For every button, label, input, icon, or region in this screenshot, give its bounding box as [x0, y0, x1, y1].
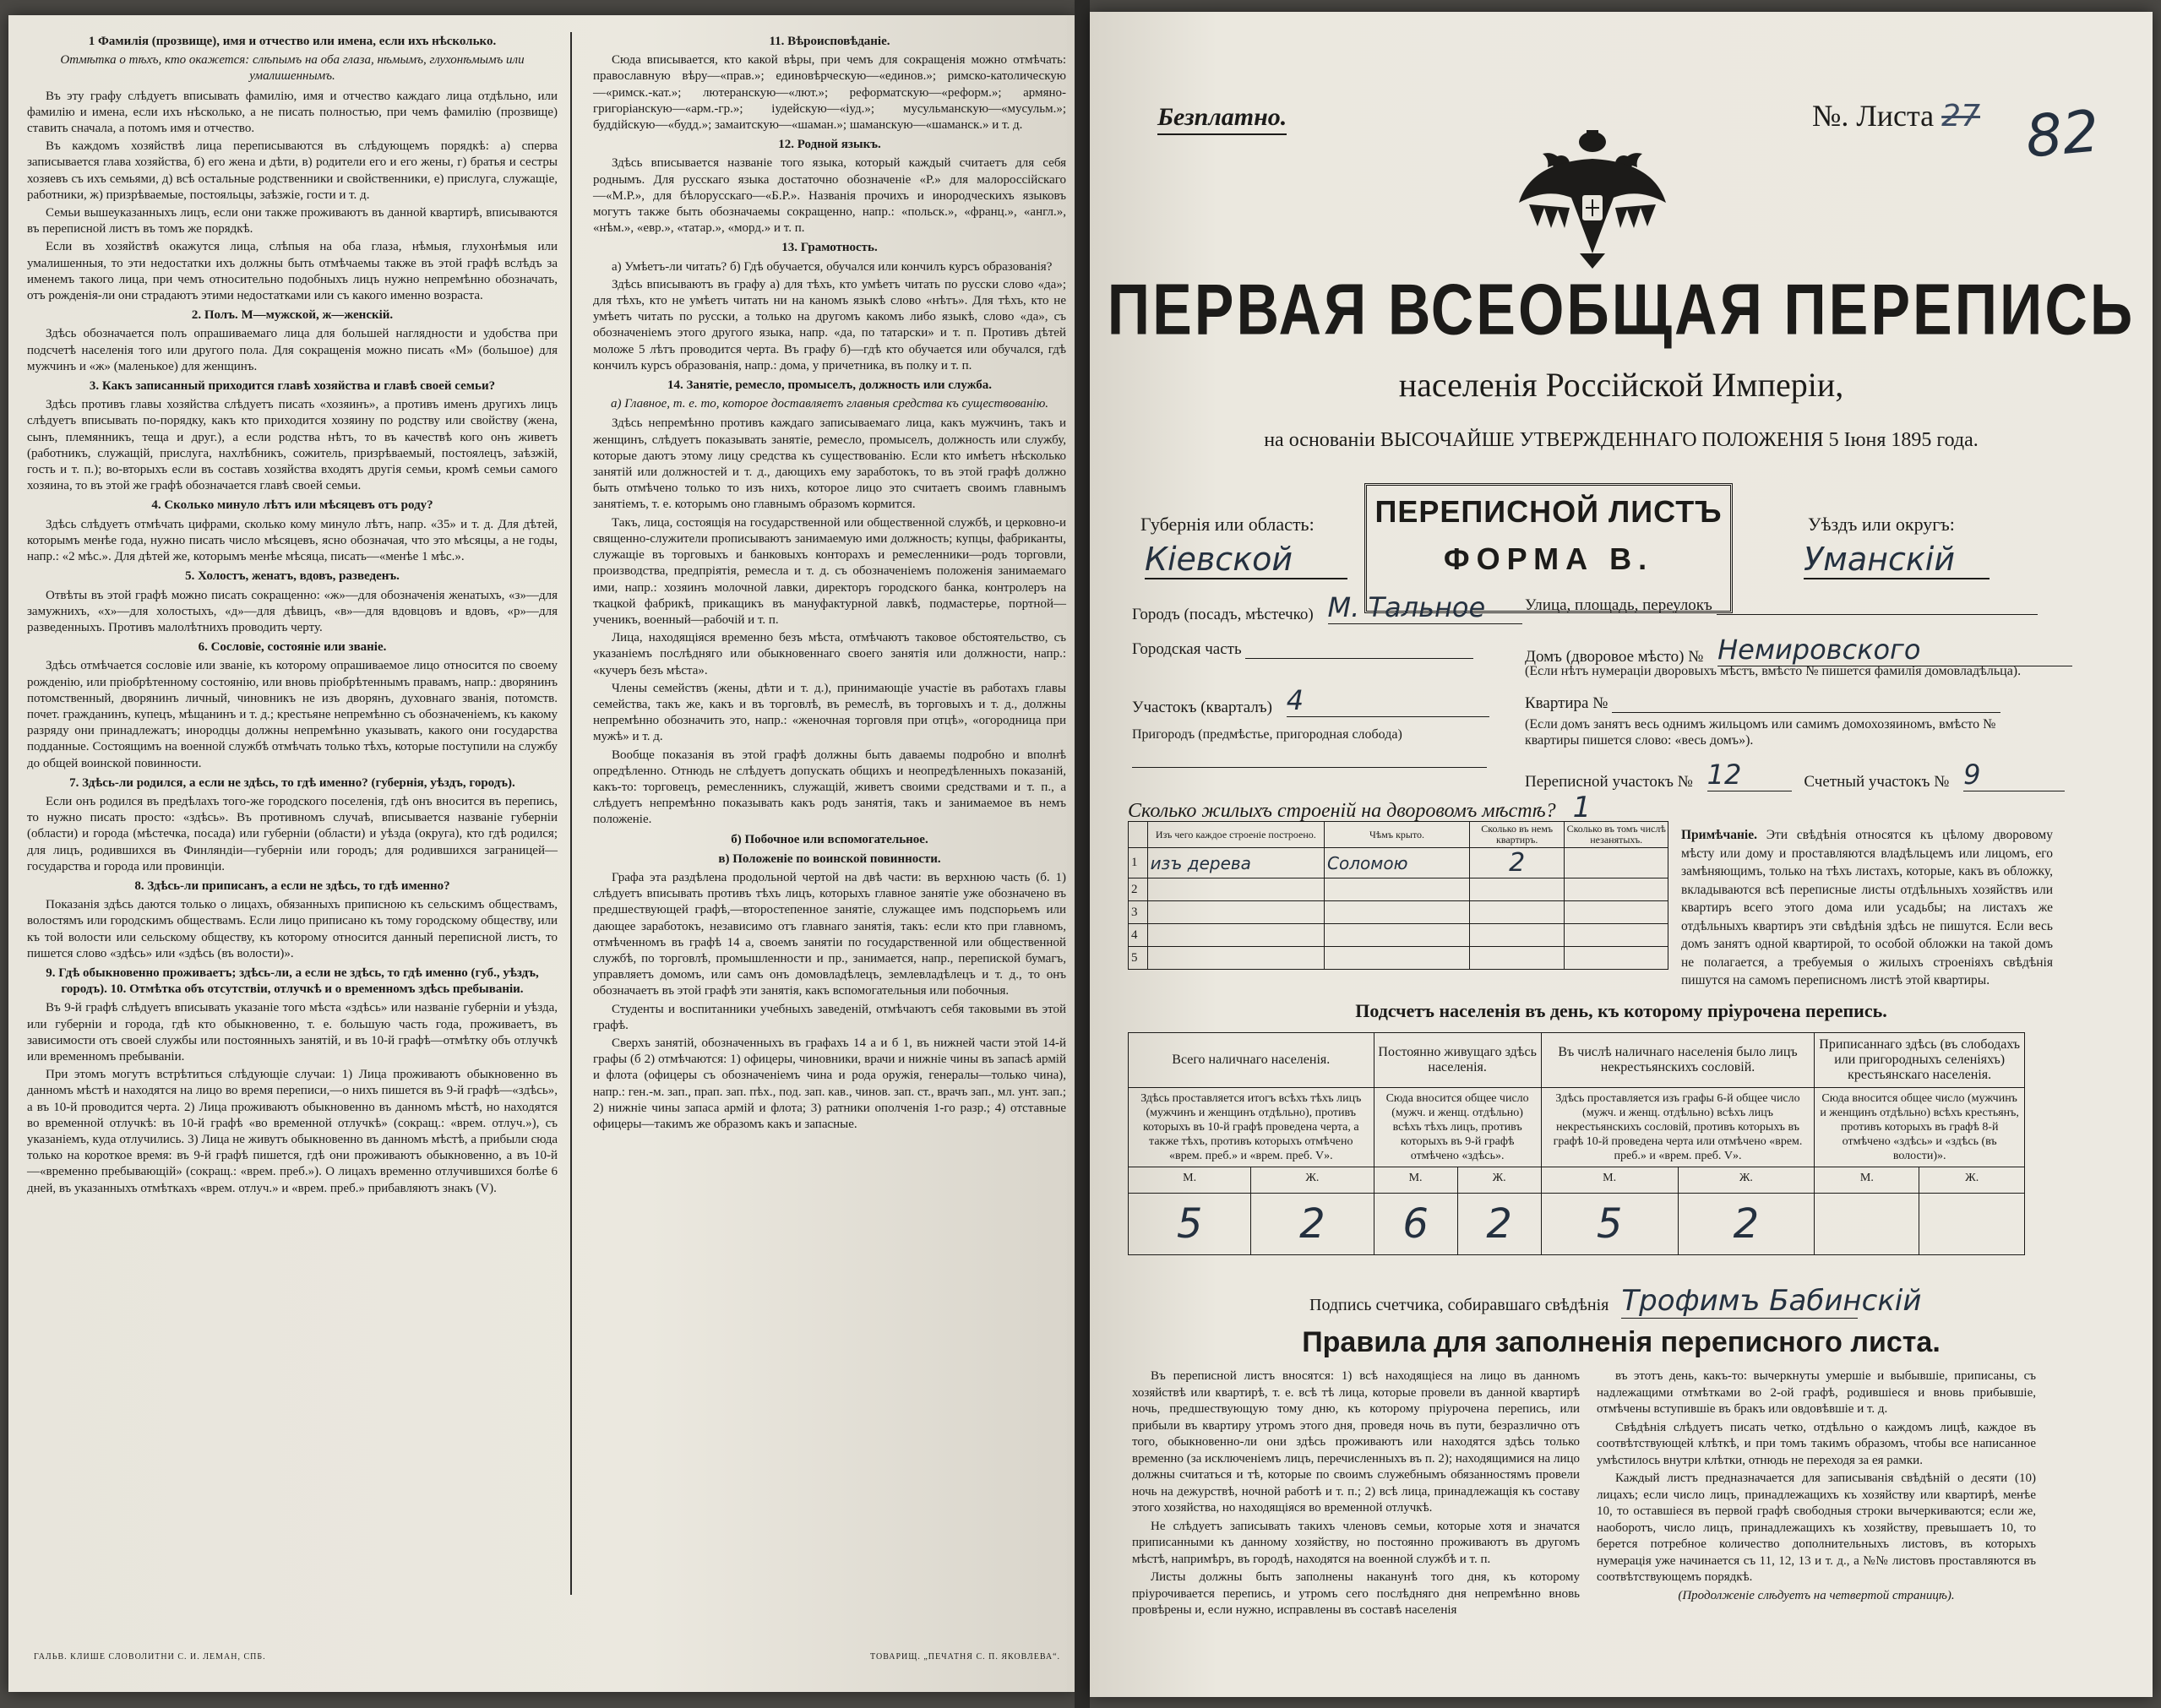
instruction-heading: 8. Здѣсь-ли приписанъ, а если не здѣсь, то гдѣ именно? [134, 878, 450, 893]
population-count-cell: 2 [1457, 1194, 1541, 1255]
dom-value: Немировского [1717, 634, 2072, 666]
ulica-label: Улица, площадь, переулокъ [1525, 596, 1712, 614]
prigorod-label: Пригородъ (предмѣстье, пригородная слобода) [1132, 727, 1402, 742]
bldg-header-roof: Чѣмъ крыто. [1325, 822, 1470, 848]
prigorod-line [1132, 767, 1487, 768]
building-cell-empty [1565, 947, 1668, 970]
building-cell-material [1147, 924, 1324, 947]
dwellings-question [1128, 791, 1591, 824]
building-cell-apts [1469, 901, 1564, 924]
instruction-paragraph: Графа эта раздѣлена продольной чертой на двѣ части: въ верхнюю часть (б. 1) слѣдуетъ вписывать противъ тѣхъ лицъ, которыхъ главное занятіе уже обозначено въ предшествующей графѣ,—второстепенное занятіе, служащее имъ подспорьемъ или дающее заработокъ, независимо отъ главнаго занятія, такъ: если кто при главномъ, отмѣченномъ въ графѣ 14 а, своемъ занятіи по государственной или общественной службѣ, по торговлѣ, промышленности и пр., занимается, напр., перепиской бумагъ, управляетъ домомъ, или самъ онъ домовладѣлецъ, землевладѣлецъ и т. д., то онъ обозначаетъ въ этой графѣ эти занятія, какъ вспомогательныя или побочныя. [593, 870, 1066, 998]
pop-desc-permanent: Сюда вносится общее число (мужч. и женщ. отдѣльно) всѣхъ тѣхъ лицъ, противъ которыхъ въ 9-й графѣ отмѣчено «здѣсь». [1374, 1088, 1541, 1167]
population-count-cell: 6 [1374, 1194, 1457, 1255]
sheet-number-crossed: 27 [1941, 99, 1980, 133]
male-header: М. [1374, 1167, 1457, 1194]
sheet-number-handwritten: 82 [2022, 98, 2102, 171]
instruction-paragraph: Студенты и воспитанники учебныхъ заведеній, отмѣчаютъ себя таковыми въ этой графѣ. [593, 1002, 1066, 1032]
instructions-column-2 [593, 30, 1066, 1134]
male-header: М. [1815, 1167, 1919, 1194]
building-cell-empty [1565, 878, 1668, 901]
form-subtitle: населенія Россійской Имперіи, [1398, 366, 1844, 404]
sheet-number [1812, 98, 1980, 133]
instruction-heading: б) Побочное или вспомогательное. [731, 832, 928, 846]
dom-note: (Если нѣтъ нумераціи дворовыхъ мѣстъ, вмѣсто № пишется фамилія домовладѣльца). [1525, 664, 2022, 678]
building-cell-roof [1325, 878, 1470, 901]
pop-header-permanent: Постоянно живущаго здѣсь населенія. [1374, 1033, 1541, 1088]
building-cell-roof [1325, 924, 1470, 947]
male-header: М. [1129, 1167, 1251, 1194]
instruction-paragraph: Здѣсь отмѣчается сословіе или званіе, къ которому опрашиваемое лицо относится по своему рожденію, или пріобрѣтенному состоянію, или вновь пріобрѣтеннымъ правамъ, напр.: дворянинъ потомственный, дворянинъ личный, чиновникъ не изъ дворянъ, духовнаго званія, потомств. почет. гражданинъ, купецъ, мѣщанинъ и т. д.; крестьяне непремѣнно съ обозначеніемъ, къ какому разряду они принадлежатъ; инородцы должны непремѣнно указывать, какого они государства подданные. Состоящимъ на военной службѣ отмѣчать только тѣхъ, которые поступили на службу до общей воинской повинности. [27, 659, 558, 770]
rules-paragraph: Свѣдѣнія слѣдуетъ писать четко, отдѣльно о каждомъ лицѣ, каждое въ соотвѣтствующей клѣткѣ, и при томъ такимъ образомъ, чтобы все написанное умѣстилось внутри клѣтки, отнюдь не переходя за ея рамки. [1597, 1420, 2036, 1467]
imprint-right: ТОВАРИЩ. „ПЕЧАТНЯ С. П. ЯКОВЛЕВА“. [870, 1652, 1061, 1662]
building-cell-roof [1325, 901, 1470, 924]
instruction-heading: 11. Вѣроисповѣданіе. [769, 35, 890, 48]
buildings-note [1681, 826, 2053, 990]
instruction-paragraph: Такъ, лица, состоящія на государственной или общественной службѣ, и церковно-и священно-служители прописываютъ занимаемую ими должность; купцы, фабриканты, служащіе въ торговыхъ и банковыхъ конторахъ и ремесленники—родъ торговли, производства, предпріятія, ремесла и т. д. съ обозначеніемъ положенія занимаемаго ими, напр.: хозяинъ молочной лавки, директоръ городского банка, контролеръ на ткацкой фабрикѣ, прикащикъ въ мануфактурной лавкѣ, подмастерье, портной—ученикъ, военный—рабочій и т. п. [593, 515, 1066, 627]
building-cell-apts [1469, 947, 1564, 970]
prigorod-field [1132, 725, 1402, 743]
population-count-cell: 2 [1251, 1194, 1374, 1255]
building-cell-apts [1469, 878, 1564, 901]
building-cell-n: 4 [1129, 924, 1148, 947]
female-header: Ж. [1678, 1167, 1815, 1194]
instruction-paragraph: Здѣсь вписывается названіе того языка, который каждый считаетъ для себя роднымъ. Для русскаго языка достаточно обозначеніе «Р.» для малороссійскаго—«М.Р.», для бѣлорусскаго—«Б.Р.». Названія прочихъ и инородческихъ языковъ могутъ также быть обозначаемы сокращенно, напр.: «польск.», «франц.», «англ.», «нѣм.», «евр.», «татар.», «морд.» и т. п. [593, 156, 1066, 236]
male-header: М. [1541, 1167, 1678, 1194]
schet-uchastok-value: 9 [1963, 759, 2065, 791]
left-page-instructions [8, 15, 1075, 1692]
rules-title: Правила для заполненія переписного листа. [1302, 1326, 1941, 1358]
instruction-heading: 5. Холостъ, женатъ, вдовъ, разведенъ. [185, 569, 400, 584]
population-count-cell [1815, 1194, 1919, 1255]
column-divider [570, 32, 572, 1595]
rules-paragraph: Листы должны быть заполнены наканунѣ того дня, къ которому пріурочивается перепись, и утромъ сего послѣдняго дня непремѣнно вновь провѣрены и, если нужно, исправлены въ составѣ населенія [1132, 1570, 1580, 1617]
building-cell-roof: Соломою [1325, 848, 1470, 878]
form-type-line-1: ПЕРЕПИСНОЙ ЛИСТЪ [1374, 494, 1723, 529]
guberniya-label: Губернія или область: [1140, 514, 1315, 535]
instruction-paragraph: Если онъ родился въ предѣлахъ того-же городского поселенія, гдѣ онъ вносится въ перепись, то нужно писать просто: «здѣсь». Въ противномъ случаѣ, вписывается названіе губерніи (области) и города (мѣстечка, посада) или губерніи (области) и уѣзда (округа), кто гдѣ родился; для лицъ, родившихся въ Финляндіи—губерніи или городъ; для родившихся заграницей—государства и города или провинціи. [27, 794, 558, 873]
uchastok-field [1132, 684, 1489, 717]
instruction-paragraph: Здѣсь противъ главы хозяйства слѣдуетъ писать «хозяинъ», а противъ именъ другихъ лицъ слѣдуетъ вписывать по-порядку, какъ кто приходится хозяину по родству или свойству (жена, сынъ, племянникъ, теща и друг.), а если родства нѣтъ, то въ качествѣ кого онъ живетъ (работникъ, служащій, прислуга, нахлѣбникъ, сожитель, призрѣваемый, постоялецъ, заѣзжій, гость и т. п.); во-вторыхъ если въ составъ хозяйства входятъ другія семьи, кромѣ семьи самого хозяина, то въ этой же графѣ обозначается главѣ своей семьи. [27, 398, 558, 493]
population-count-cell: 5 [1541, 1194, 1678, 1255]
uezd-value: Уманскій [1804, 541, 1990, 579]
instruction-paragraph: Здѣсь обозначается полъ опрашиваемаго лица для большей наглядности и удобства при подсчетѣ населенія того или другого пола. Для сокращенія можно писать «М» (большое) для мужчинъ и «ж» (маленькое) для женщинъ. [27, 327, 558, 373]
female-header: Ж. [1919, 1167, 2025, 1194]
instruction-paragraph: Въ 9-й графѣ слѣдуетъ вписывать указаніе того мѣста «здѣсь» или названіе губерніи и уѣзда, или губерніи и города, гдѣ кто обыкновенно, т. е. большую часть года, проживаетъ, въ зависимости отъ своей службы или постоянныхъ занятій, и въ 10-й графѣ—отмѣтку объ отлучкѣ или временномъ пребываніи. [27, 1001, 558, 1063]
pop-header-peasant: Приписаннаго здѣсь (въ слободахъ или пригородныхъ селеніяхъ) крестьянскаго населенія. [1815, 1033, 2025, 1088]
bldg-header-apartments: Сколько въ немъ квартиръ. [1469, 822, 1564, 848]
bldg-header-material: Изъ чего каждое строеніе построено. [1147, 822, 1324, 848]
book-gutter [1075, 0, 1090, 1708]
rules-paragraph: Въ переписной листъ вносятся: 1) всѣ находящіеся на лицо въ данномъ хозяйствѣ или квартирѣ, т. е. всѣ тѣ лица, которые провели въ данной квартирѣ ночь, предшествующую тому дню, къ которому пріурочена перепись, или прибыли въ квартиру утромъ этого дня, проведя ночь въ пути, безразлично отъ того, обыкновенно-ли они здѣсь проживаютъ или находятся здѣсь только временно (за исключеніемъ лицъ, перечисленныхъ въ п. 2); находящимися на лицо должны считаться и тѣ, которые по своимъ служебнымъ обязанностямъ провели ночь на дежурствѣ, ночной работѣ и т. п.; 2) всѣ лица, принадлежащія къ составу этого хозяйства, но находящіяся во временной отлучкѣ. [1132, 1369, 1580, 1515]
instruction-heading: 7. Здѣсь-ли родился, а если не здѣсь, то гдѣ именно? (губернія, уѣздъ, городъ). [69, 775, 515, 790]
instruction-heading: в) Положеніе по воинской повинности. [718, 851, 941, 866]
double-headed-eagle-emblem [1512, 127, 1673, 270]
instruction-paragraph: Отвѣты въ этой графѣ можно писать сокращенно: «ж»—для обозначенія женатыхъ, «з»—для замужнихъ, «х»—для холостыхъ, «д»—для дѣвицъ, «в»—для вдовцовъ и вдовъ, «р»—для разведенныхъ. Противъ малолѣтнихъ проводить черту. [27, 588, 558, 634]
instructions-column-1 [27, 30, 558, 1199]
gorod-field [1132, 591, 1522, 624]
form-type-line-2: ФОРМА В. [1443, 541, 1654, 576]
rules-paragraph: (Продолженіе слѣдуетъ на четвертой страницѣ). [1678, 1588, 1955, 1602]
population-table [1128, 1032, 2025, 1255]
rules-paragraph: Не слѣдуетъ записывать такихъ членовъ семьи, которые хотя и значатся приписанными къ данному хозяйству, но постоянно проживаютъ въ другомъ мѣстѣ, напримѣръ, въ городѣ, находятся на военной службѣ и т. п. [1132, 1519, 1580, 1566]
buildings-table [1128, 821, 1668, 970]
building-cell-material [1147, 947, 1324, 970]
population-count-cell [1919, 1194, 2025, 1255]
signature-label: Подпись счетчика, собиравшаго свѣдѣнія [1309, 1296, 1609, 1314]
guberniya-value: Кіевской [1145, 541, 1347, 579]
gorod-value: М. Тальное [1328, 591, 1522, 624]
building-row [1129, 878, 1668, 901]
building-cell-n: 5 [1129, 947, 1148, 970]
rules-column-2 [1597, 1368, 2036, 1606]
uchastki-field [1525, 759, 2065, 791]
gorodskaya-chast-label: Городская часть [1132, 640, 1242, 658]
dwellings-label: Сколько жилыхъ строеній на дворовомъ мѣстѣ? [1128, 800, 1556, 822]
building-cell-empty [1565, 848, 1668, 878]
uezd-label: Уѣздъ или округъ: [1808, 514, 1955, 535]
pop-desc-non-peasant: Здѣсь проставляется изъ графы 6-й общее число (мужч. и женщ. отдѣльно) всѣхъ лицъ некрестьянскихъ сословій, противъ которыхъ въ графѣ 10-й проведена черта или отмѣчено «врем. преб.» и «врем. преб. V». [1541, 1088, 1815, 1167]
note-text: Эти свѣдѣнія относятся къ цѣлому дворовому мѣсту или дому и проставляются владѣльцемъ или лицомъ, его замѣняющимъ, только на тѣхъ листахъ, которые, какъ въ обложку, вкладываются всѣ переписные листы отдѣльныхъ хозяйствъ или квартиръ всего этого дома или усадьбы; на листахъ же отдѣльныхъ квартиръ эти свѣдѣнія здѣсь не пишутся. Если весь домъ занятъ одной квартирой, то особой обложки на такой домъ не полагается, а требуемыя о жилыхъ строеніяхъ свѣдѣнія пишутся на самомъ переписномъ листѣ этой квартиры. [1681, 828, 2053, 987]
free-label: Безплатно. [1157, 103, 1287, 135]
schet-uchastok-label: Счетный участокъ № [1804, 773, 1950, 791]
pop-desc-peasant: Сюда вносится общее число (мужчинъ и женщинъ отдѣльно) всѣхъ крестьянъ, противъ которыхъ въ графѣ 8-й отмѣчено «здѣсь» и «здѣсь (въ волости)». [1815, 1088, 2025, 1167]
instruction-heading: 12. Родной языкъ. [778, 138, 881, 152]
imprint-left: ГАЛЬВ. КЛИШЕ СЛОВОЛИТНИ С. И. ЛЕМАН, СПБ. [34, 1652, 266, 1662]
rules-column-1 [1132, 1368, 1580, 1621]
form-title: ПЕРВАЯ ВСЕОБЩАЯ ПЕРЕПИСЬ [1107, 269, 2136, 350]
dom-label: Домъ (дворовое мѣсто) № [1525, 648, 1704, 666]
instruction-paragraph: Въ каждомъ хозяйствѣ лица переписываются въ слѣдующемъ порядкѣ: а) сперва записывается глава хозяйства, б) его жена и дѣти, в) родители его и его жены, г) братья и сестры хозяевъ съ ихъ семьями, д) всѣ остальные родственники и свойственники, е) прислуга, служащіе, работники, ж) призрѣваемые, постояльцы, заѣзжіе, гости и т. д. [27, 139, 558, 202]
building-cell-n: 1 [1129, 848, 1148, 878]
sheet-number-label: №. Листа [1812, 99, 1935, 133]
instruction-heading: 2. Полъ. М—мужской, ж—женскій. [191, 308, 394, 323]
instruction-heading: 6. Сословіе, состояніе или званіе. [198, 640, 387, 655]
population-count-cell: 5 [1129, 1194, 1251, 1255]
bldg-header-empty: Сколько въ томъ числѣ незанятыхъ. [1565, 822, 1668, 848]
instruction-heading: 1 Фамилія (прозвище), имя и отчество или имена, если ихъ нѣсколько. [88, 35, 497, 48]
building-cell-n: 3 [1129, 901, 1148, 924]
instruction-heading: 3. Какъ записанный приходится главѣ хозяйства и главѣ своей семьи? [89, 379, 496, 394]
building-cell-material: изъ дерева [1147, 848, 1324, 878]
building-row [1129, 924, 1668, 947]
building-cell-roof [1325, 947, 1470, 970]
perepis-uchastok-label: Переписной участокъ № [1525, 773, 1693, 791]
kvartira-field [1525, 694, 2000, 713]
instruction-paragraph: Показанія здѣсь даются только о лицахъ, обязанныхъ приписною къ сельскимъ обществамъ, волостямъ или городскимъ обществамъ. Если лицо приписано къ тому городскому обществу, или къ той волости или сельскому обществу, къ которому относится данный переписной листъ, то пишется слово «здѣсь» или «здѣсь (въ волости)». [27, 898, 558, 960]
building-cell-n: 2 [1129, 878, 1148, 901]
building-cell-empty [1565, 901, 1668, 924]
signature-value: Трофимъ Бабинскій [1621, 1284, 1922, 1318]
gender-header-row [1129, 1167, 2025, 1194]
kvartira-label: Квартира № [1525, 694, 1609, 712]
instruction-heading: 14. Занятіе, ремесло, промыселъ, должность или служба. [667, 378, 993, 393]
dom-field [1525, 634, 2072, 666]
population-count-caption: Подсчетъ населенія въ день, къ которому пріурочена перепись. [1355, 1000, 1887, 1021]
building-cell-material [1147, 878, 1324, 901]
instruction-paragraph: Сюда вписывается, кто какой вѣры, при чемъ для сокращенія можно отмѣчать: православную вѣру—«прав.»; единовѣрческую—«единов.»; римско-католическую—«римск.-кат.»; лютеранскую—«лют.»; реформатскую—«реформ.»; армяно-григоріанскую—«арм.-гр.»; іудейскую—«іуд.»; мусульманскую—«мусульм.»; буддійскую—«будд.»; замаитскую—«шаман.»; шаманскую—«шаманск.» и т. д. [593, 53, 1066, 133]
gorod-label: Городъ (посадъ, мѣстечко) [1132, 606, 1314, 623]
instruction-heading: 4. Сколько минуло лѣтъ или мѣсяцевъ отъ роду? [151, 498, 433, 513]
instruction-paragraph: а) Умѣетъ-ли читать? б) Гдѣ обучается, обучался или кончилъ курсъ образованія? [612, 259, 1053, 274]
building-cell-apts: 2 [1469, 848, 1564, 878]
instruction-paragraph: Здѣсь вписываютъ въ графу а) для тѣхъ, кто умѣетъ читать по русски слово «да»; для тѣхъ, кто не умѣетъ читать ни на каномъ языкѣ слово «нѣтъ». Для тѣхъ, кто не умѣетъ читать по русски, а только на другомъ какомъ либо языкѣ, слово «да», съ обозначеніемъ этого другого языка, напр. «да, по татарски» и т. п. Противъ дѣтей моложе 5 лѣтъ проводится черта. Въ графу б)—гдѣ кто обучается или обучался, гдѣ кончилъ курсъ образованія, напр.: дома, у причетника, въ полку и т. п. [593, 277, 1066, 373]
rules-paragraph: Каждый листъ предназначается для записыванія свѣдѣній о десяти (10) лицахъ; если число лицъ, принадлежащихъ къ хозяйству или квартирѣ, менѣе 10, то оставшіеся въ первой графѣ свободныя строки вычеркиваются; если же, наоборотъ, число лицъ, принадлежащихъ къ хозяйству, превышаетъ 10, то берется потребное количество дополнительныхъ листовъ, въ которыхъ нумерація уже начинается съ 11, 12, 13 и т. д., а №№ листовъ проставляются въ соотвѣтствующемъ порядкѣ. [1597, 1471, 2036, 1584]
building-row [1129, 848, 1668, 878]
instruction-heading: 13. Грамотность. [781, 241, 878, 255]
pop-header-non-peasant: Въ числѣ наличнаго населенія было лицъ некрестьянскихъ сословій. [1541, 1033, 1815, 1088]
building-row [1129, 947, 1668, 970]
population-values-row [1129, 1194, 2025, 1255]
instruction-paragraph: Здѣсь слѣдуетъ отмѣчать цифрами, сколько кому минуло лѣтъ, напр. «35» и т. д. Для дѣтей, которымъ менѣе года, нужно писать число мѣсяцевъ, ясно обозначая, что это мѣсяцы, а не годы, напр.: «2 мѣс.». Для дѣтей же, которымъ менѣе мѣсяца, писать—«менѣе 1 мѣс.». [27, 517, 558, 564]
instruction-paragraph: Лица, находящіяся временно безъ мѣста, отмѣчаютъ таковое обстоятельство, съ указаніемъ послѣдняго или обыкновеннаго своего занятія или должности, напр.: «кучеръ безъ мѣста». [593, 631, 1066, 677]
enumerator-signature [1309, 1284, 1922, 1319]
building-cell-empty [1565, 924, 1668, 947]
building-row [1129, 901, 1668, 924]
instruction-paragraph: Въ эту графу слѣдуетъ вписывать фамилію, имя и отчество каждаго лица отдѣльно, или фамилію и имена, если ихъ нѣсколько, а не писать полностью, при чемъ фамилію (прозвище) ставить сначала, а потомъ имя и отчество. [27, 89, 558, 136]
ulica-field [1525, 596, 2038, 615]
building-cell-material [1147, 901, 1324, 924]
instruction-paragraph: Сверхъ занятій, обозначенныхъ въ графахъ 14 а и б 1, въ нижней части этой 14-й графы (б 2) отмѣчаются: 1) офицеры, чиновники, врачи и нижніе чины въ запасѣ армій и флота (офицеры съ обозначеніемъ чина и рода оружія, генералы—только чина), напр.: ген.-м. зап., прап. зап. пѣх., под. зап. кав., чинов. зап. ст., врачъ зап., мл. унт. зап.; 2) нижніе чины запаса армій и флота; 3) ратники ополченія 1-го разр.; 4) отставные офицеры—такимъ же образомъ какъ и запасные. [593, 1036, 1066, 1131]
instruction-paragraph: Здѣсь непремѣнно противъ каждаго записываемаго лица, какъ мужчинъ, такъ и женщинъ, слѣдуетъ показывать занятіе, ремесло, промыселъ, должность или службу, которые даютъ этому лицу средства къ существованію. Если кто имѣетъ нѣсколько занятій или должностей и т. д., дающихъ ему заработокъ, то въ этой графѣ должно быть отмѣчено только то изъ нихъ, которое лицо это считаетъ своимъ главнымъ занятіемъ, т. е. которымъ оно главнымъ образомъ кормится. [593, 416, 1066, 512]
female-header: Ж. [1457, 1167, 1541, 1194]
uchastok-value: 4 [1287, 684, 1489, 717]
instruction-heading: 9. Гдѣ обыкновенно проживаетъ; здѣсь-ли, а если не здѣсь, то гдѣ именно (губ., уѣздъ, городъ). 10. Отмѣтка объ отсутствіи, отлучкѣ и о временномъ здѣсь пребываніи. [46, 966, 539, 997]
instruction-paragraph: При этомъ могутъ встрѣтиться слѣдующіе случаи: 1) Лица проживаютъ обыкновенно въ данномъ мѣстѣ и находятся на лицо во время переписи,—о нихъ пишется въ 9-й графѣ—«здѣсь», а въ 10-й проводится черта. 2) Лица проживаютъ обыкновенно въ данномъ мѣстѣ, но находятся во временной отлучкѣ: въ 10-й графѣ «во временной отлучкѣ» (сокращ.: «врем. отлуч.»), съ указаніемъ, куда отлучились. 3) Лица не живутъ обыкновенно въ данномъ мѣстѣ, а прибыли сюда только на короткое время: въ 9-й графѣ пишется, гдѣ они проживаютъ обыкновенно, а въ 10-й—«временно пребывающій» (сокращ.: «врем. преб.»). О лицахъ временно отлучившихся болѣе 6 дней, въ указанныхъ отмѣткахъ «врем. отлуч.» и «врем. преб.» прибавляютъ знакъ (V). [27, 1068, 558, 1195]
uchastok-label: Участокъ (кварталъ) [1132, 699, 1272, 716]
form-legal-basis: на основаніи ВЫСОЧАЙШЕ УТВЕРЖДЕННАГО ПОЛОЖЕНІЯ 5 Іюня 1895 года. [1264, 429, 1979, 451]
instruction-heading: а) Главное, т. е. то, которое доставляетъ главныя средства къ существованію. [610, 397, 1049, 411]
dwellings-value: 1 [1572, 791, 1592, 824]
instruction-paragraph: Если въ хозяйствѣ окажутся лица, слѣпыя на оба глаза, нѣмыя, глухонѣмыя или умалишенныя, то эти недостатки ихъ должны быть отмѣчаемы также въ этой графѣ вслѣдъ за именемъ такого лица, при чемъ относительно подобныхъ лицъ нужно непремѣнно обозначать, отъ рожденія-ли они страдаютъ этими недостатками или съ какого именно возраста. [27, 240, 558, 303]
instruction-heading: Отмѣтка о тѣхъ, кто окажется: слѣпымъ на оба глаза, нѣмымъ, глухонѣмымъ или умалишеннымъ. [60, 53, 525, 84]
perepis-uchastok-value: 12 [1707, 759, 1792, 791]
instruction-paragraph: Семьи вышеуказанныхъ лицъ, если они также проживаютъ въ данной квартирѣ, вписываются въ переписной листъ въ томъ же порядкѣ. [27, 206, 558, 237]
pop-header-total: Всего наличнаго населенія. [1129, 1033, 1374, 1088]
instruction-paragraph: Вообще показанія въ этой графѣ должны быть даваемы подробно и вполнѣ опредѣленно. Отнюдь не слѣдуетъ допускать общихъ и неопредѣленныхъ показаній, какъ-то: торговецъ, ремесленникъ, служащій, живетъ своими средствами и т. п., а слѣдуетъ непремѣнно показывать какъ родъ занятія, такъ и занимаемое въ немъ положеніе. [593, 748, 1066, 827]
gorodskaya-chast-field [1132, 640, 1473, 659]
instruction-paragraph: Члены семействъ (жены, дѣти и т. д.), принимающіе участіе въ работахъ главы семейства, такъ же, какъ и въ торговлѣ, въ ремеслѣ, въ торговыхъ и т. д., должны непремѣнно обозначить это, напр.: «женочная торговля при отцѣ», «огородница при мужѣ» и т. д. [593, 681, 1066, 744]
population-count-cell: 2 [1678, 1194, 1815, 1255]
building-cell-apts [1469, 924, 1564, 947]
rules-paragraph: въ этотъ день, какъ-то: вычеркнуты умершіе и выбывшіе, приписаны, съ надлежащими отмѣтками во 2-ой графѣ, родившіеся и вновь прибывшіе, отмѣчены вступившіе въ бракъ или овдовѣвшіе и т. д. [1597, 1369, 2036, 1416]
note-title: Примѣчаніе. [1681, 828, 1757, 842]
kvartira-note: (Если домъ занятъ весь однимъ жильцомъ или самимъ домохозяиномъ, вмѣсто № квартиры пишется слово: «весь домъ»). [1525, 717, 1996, 748]
pop-desc-total: Здѣсь проставляется итогъ всѣхъ тѣхъ лицъ (мужчинъ и женщинъ отдѣльно), противъ которыхъ въ 10-й графѣ проведена черта, а также тѣхъ, противъ которыхъ отмѣчено «врем. преб.» и «врем. преб. V». [1129, 1088, 1374, 1167]
female-header: Ж. [1251, 1167, 1374, 1194]
